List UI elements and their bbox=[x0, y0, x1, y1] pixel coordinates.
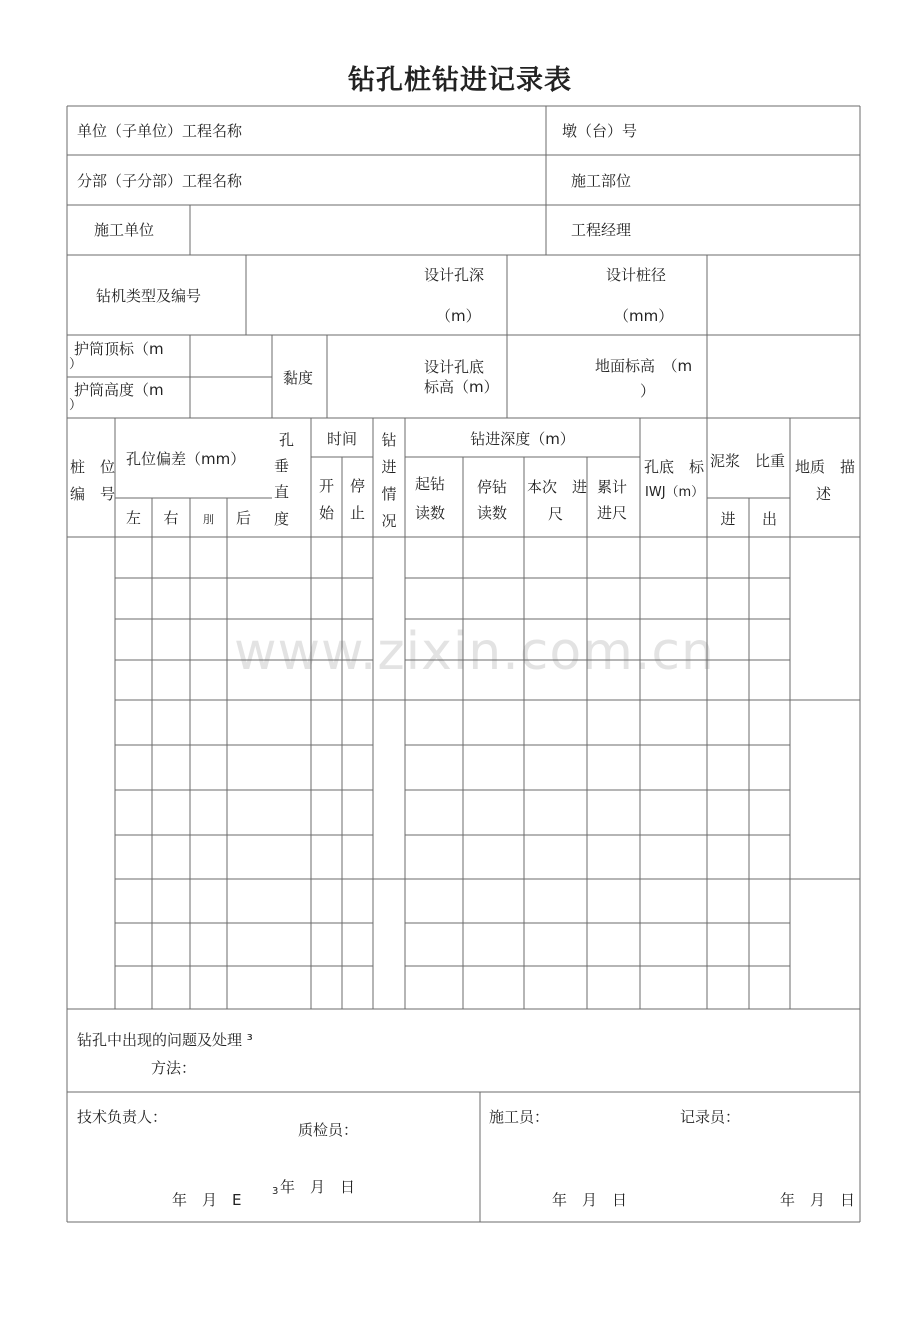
deviation-right: 右 bbox=[163, 509, 179, 527]
verticality-label-4: 度 bbox=[274, 510, 290, 528]
construction-unit-label: 施工单位 bbox=[94, 221, 155, 239]
ground-elev-tail: ） bbox=[640, 382, 656, 400]
this-footage-2: 尺 bbox=[548, 505, 564, 523]
qc-inspector-label: 质检员： bbox=[298, 1121, 359, 1139]
drilling-status-3: 情 bbox=[381, 485, 397, 503]
date-2-prefix: 3 bbox=[272, 1186, 279, 1197]
design-bottom-elev-label-2: 标高（m） bbox=[424, 378, 499, 396]
pile-no-label-2: 编 号 bbox=[70, 485, 116, 503]
cum-footage-2: 进尺 bbox=[597, 504, 628, 522]
date-4: 年 月 日 bbox=[780, 1191, 856, 1209]
rig-type-label: 钻机类型及编号 bbox=[96, 287, 202, 305]
deviation-back: 后 bbox=[236, 509, 252, 527]
geology-label-2: 述 bbox=[816, 485, 832, 503]
verticality-label-3: 直 bbox=[274, 483, 290, 501]
construction-part-label: 施工部位 bbox=[571, 172, 632, 190]
date-1: 年 月 E bbox=[172, 1191, 242, 1209]
stop-reading-1: 停钻 bbox=[477, 478, 508, 496]
stop-reading-2: 读数 bbox=[477, 504, 508, 522]
design-pile-diameter-label: 设计桩径 bbox=[606, 266, 667, 284]
design-hole-depth-label: 设计孔深 bbox=[424, 266, 485, 284]
mud-gravity-label: 泥浆 比重 bbox=[710, 452, 786, 470]
deviation-left: 左 bbox=[125, 509, 141, 527]
drilling-status-4: 况 bbox=[381, 512, 397, 530]
watermark: www.zixin.com.cn bbox=[234, 622, 715, 682]
sub-project-name-label: 分部（子分部）工程名称 bbox=[77, 172, 243, 190]
tech-lead-label: 技术负责人： bbox=[77, 1108, 168, 1126]
drilling-depth-label: 钻进深度（m） bbox=[470, 430, 575, 448]
date-2: 年 月 日 bbox=[280, 1178, 356, 1196]
this-footage-1: 本次 进 bbox=[527, 478, 588, 496]
viscosity-label: 黏度 bbox=[283, 369, 314, 387]
time-label: 时间 bbox=[326, 430, 357, 448]
unit-project-name-label: 单位（子单位）工程名称 bbox=[77, 122, 243, 140]
cum-footage-1: 累计 bbox=[597, 478, 628, 496]
casing-height-label: 护筒高度（m bbox=[74, 381, 164, 399]
stop-label-1: 停 bbox=[349, 477, 365, 495]
pile-no-label-1: 桩 位 bbox=[70, 458, 116, 476]
recorder-label: 记录员： bbox=[680, 1108, 741, 1126]
casing-top-elev-label: 护筒顶标（m bbox=[74, 340, 164, 358]
pier-no-label: 墩（台）号 bbox=[562, 122, 638, 140]
start-label-1: 开 bbox=[318, 477, 334, 495]
bottom-elev-label-2: IWJ（m） bbox=[645, 485, 705, 500]
mud-out-label: 出 bbox=[761, 510, 777, 528]
casing-height-tail: ） bbox=[69, 398, 83, 413]
drilling-status-2: 进 bbox=[381, 458, 397, 476]
method-label: 方法： bbox=[151, 1059, 197, 1077]
project-manager-label: 工程经理 bbox=[571, 221, 632, 239]
hole-deviation-label: 孔位偏差（mm） bbox=[126, 450, 246, 468]
stop-label-2: 止 bbox=[349, 504, 365, 522]
start-label-2: 始 bbox=[318, 504, 334, 522]
drilling-status-1: 钻 bbox=[381, 431, 397, 449]
mud-in-label: 进 bbox=[720, 510, 736, 528]
deviation-front: 刖 bbox=[203, 513, 214, 526]
verticality-label-1: 孔 bbox=[279, 431, 295, 449]
start-reading-2: 读数 bbox=[415, 504, 446, 522]
verticality-label-2: 垂 bbox=[274, 457, 290, 475]
start-reading-1: 起钻 bbox=[415, 475, 446, 493]
design-bottom-elev-label-1: 设计孔底 bbox=[424, 358, 485, 376]
date-3: 年 月 日 bbox=[552, 1191, 628, 1209]
bottom-elev-label-1: 孔底 标 bbox=[644, 458, 705, 476]
casing-top-elev-tail: ） bbox=[69, 357, 83, 372]
ground-elev-label: 地面标高 （m bbox=[595, 357, 693, 375]
geology-label-1: 地质 描 bbox=[795, 458, 856, 476]
builder-label: 施工员： bbox=[489, 1108, 550, 1126]
design-pile-diameter-unit: （mm） bbox=[614, 307, 674, 325]
page-title: 钻孔桩钻进记录表 bbox=[348, 65, 572, 96]
problems-label: 钻孔中出现的问题及处理 ³ bbox=[77, 1031, 253, 1049]
design-hole-depth-unit: （m） bbox=[436, 307, 481, 325]
